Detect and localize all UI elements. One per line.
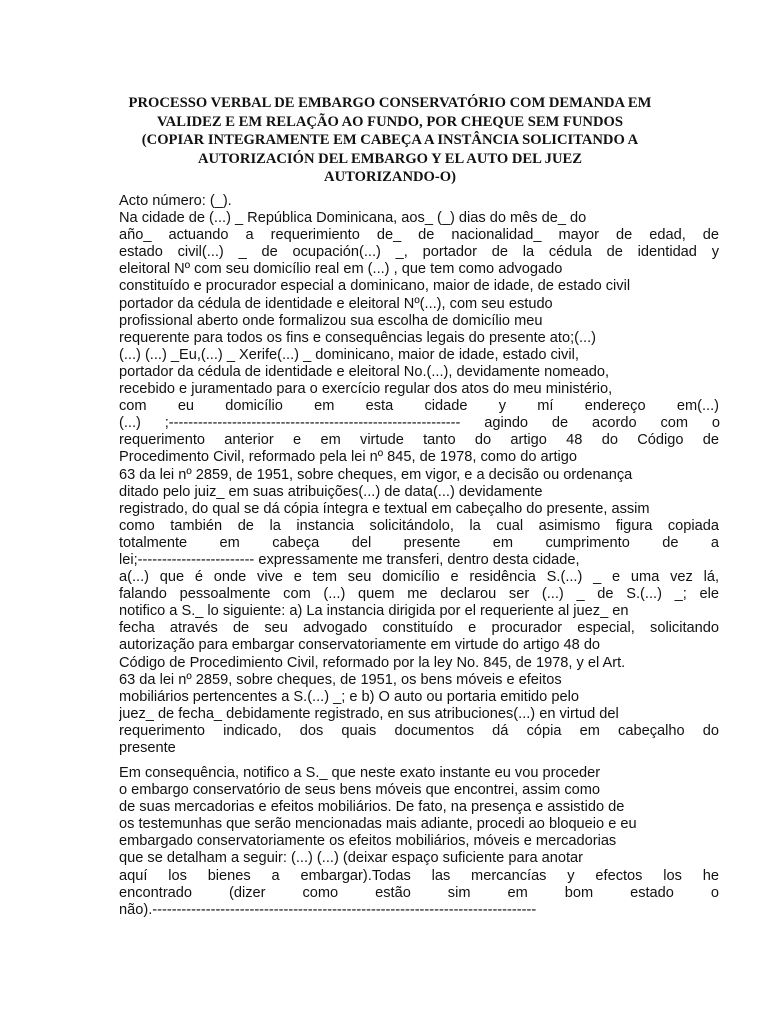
text-line: totalmente em cabeça del presente em cumprimento de a [119, 534, 719, 551]
text-line: falando pessoalmente com (...) quem me declarou ser (...) _ de S.(...) _; ele [119, 586, 719, 603]
text-line: (...) ;------------------------------------------------------------ agindo de acordo com o [119, 415, 720, 432]
text-line: como también de la instancia solicitándolo, la cual asimismo figura copiada [119, 517, 719, 534]
text-line: requerimento indicado, dos quais documentos dá cópia em cabeçalho do [119, 722, 719, 739]
text-line: encontrado (dizer como estão sim em bom estado o [119, 884, 719, 901]
text-line: os testemunhas que serão mencionadas mais adiante, procedi ao bloqueio e eu [119, 816, 637, 833]
text-line: Na cidade de (...) _ República Dominicana, aos_ (_) dias do mês de_ do [119, 210, 587, 227]
text-line: registrado, do qual se dá cópia íntegra e textual em cabeçalho do presente, assim [119, 500, 650, 517]
text-line: Em consequência, notifico a S._ que neste exato instante eu vou proceder [119, 765, 601, 781]
text-line: fecha através de seu advogado constituído e procurador especial, solicitando [119, 620, 719, 637]
text-line: (...) (...) _Eu,(...) _ Xerife(...) _ dominicano, maior de idade, estado civil, [119, 346, 579, 363]
text-line: de suas mercadorias e efeitos mobiliários. De fato, na presença e assistido de [119, 799, 625, 816]
text-line: notifico a S._ lo siguiente: a) La instancia dirigida por el requeriente al juez_ en [119, 603, 629, 620]
text-line: que se detalham a seguir: (...) (...) (deixar espaço suficiente para anotar [119, 850, 583, 867]
text-line: 63 da lei nº 2859, sobre cheques, de 1951, os bens móveis e efeitos [119, 671, 562, 688]
text-line: ditado pelo juiz_ em suas atribuições(...) de data(...) devidamente [119, 483, 543, 500]
text-line: Acto número: (_). [119, 193, 232, 209]
document-title [110, 94, 670, 187]
text-line: mobiliários pertencentes a S.(...) _; e b) O auto ou portaria emitido pelo [119, 688, 579, 705]
document-body-paragraph-1 [119, 193, 719, 757]
text-line: presente [119, 740, 176, 756]
text-line: não).------------------------------------------------------------------------------- [119, 901, 537, 918]
text-line: o embargo conservatório de seus bens móveis que encontrei, assim como [119, 782, 601, 799]
text-line: constituído e procurador especial a dominicano, maior de idade, de estado civil [119, 278, 631, 295]
text-line: profissional aberto onde formalizou sua escolha de domicílio meu [119, 312, 543, 329]
text-line: recebido e juramentado para o exercício regular dos atos do meu ministério, [119, 381, 613, 398]
text-line: juez_ de fecha_ debidamente registrado, en sus atribuciones(...) en virtud del [119, 705, 619, 722]
title-line: AUTORIZACIÓN DEL EMBARGO Y EL AUTO DEL JUEZ [198, 150, 582, 167]
text-line: requerente para todos os fins e consequências legais do presente ato;(...) [119, 329, 597, 346]
document-body-paragraph-2 [119, 765, 719, 919]
text-line: aquí los bienes a embargar).Todas las mercancías y efectos los he [119, 867, 719, 884]
text-line: eleitoral Nº com seu domicílio real em (...) , que tem como advogado [119, 261, 563, 278]
text-line: requerimento anterior e em virtude tanto do artigo 48 do Código de [119, 432, 719, 449]
text-line: lei;------------------------ expressamente me transferi, dentro desta cidade, [119, 551, 580, 568]
title-line: PROCESSO VERBAL DE EMBARGO CONSERVATÓRIO COM DEMANDA EM [128, 95, 652, 111]
text-line: com eu domicílio em esta cidade y mí endereço em(...) [119, 398, 719, 415]
title-line: AUTORIZANDO-O) [324, 169, 456, 186]
text-line: Procedimento Civil, reformado pela lei nº 845, de 1978, como do artigo [119, 449, 577, 466]
text-line: portador da cédula de identidade e eleitoral No.(...), devidamente nomeado, [119, 363, 610, 380]
text-line: año_ actuando a requerimiento de_ de nacionalidad_ mayor de edad, de [119, 227, 719, 244]
text-line: portador da cédula de identidade e eleitoral Nº(...), com seu estudo [119, 295, 553, 312]
text-line: 63 da lei nº 2859, de 1951, sobre cheques, em vigor, e a decisão ou ordenança [119, 466, 633, 483]
text-line: embargado conservatoriamente os efeitos mobiliários, móveis e mercadorias [119, 833, 617, 850]
text-line: a(...) que é onde vive e tem seu domicílio e residência S.(...) _ e uma vez lá, [119, 569, 719, 586]
title-line: VALIDEZ E EM RELAÇÃO AO FUNDO, POR CHEQUE SEM FUNDOS [157, 113, 623, 130]
title-line: (COPIAR INTEGRAMENTE EM CABEÇA A INSTÂNCIA SOLICITANDO A [141, 132, 639, 149]
text-line: autorização para embargar conservatoriamente em virtude do artigo 48 do [119, 637, 601, 654]
text-line: Código de Procedimiento Civil, reformado por la ley No. 845, de 1978, y el Art. [119, 654, 626, 671]
text-line: estado civil(...) _ de ocupación(...) _, portador de la cédula de identidad y [119, 244, 719, 261]
